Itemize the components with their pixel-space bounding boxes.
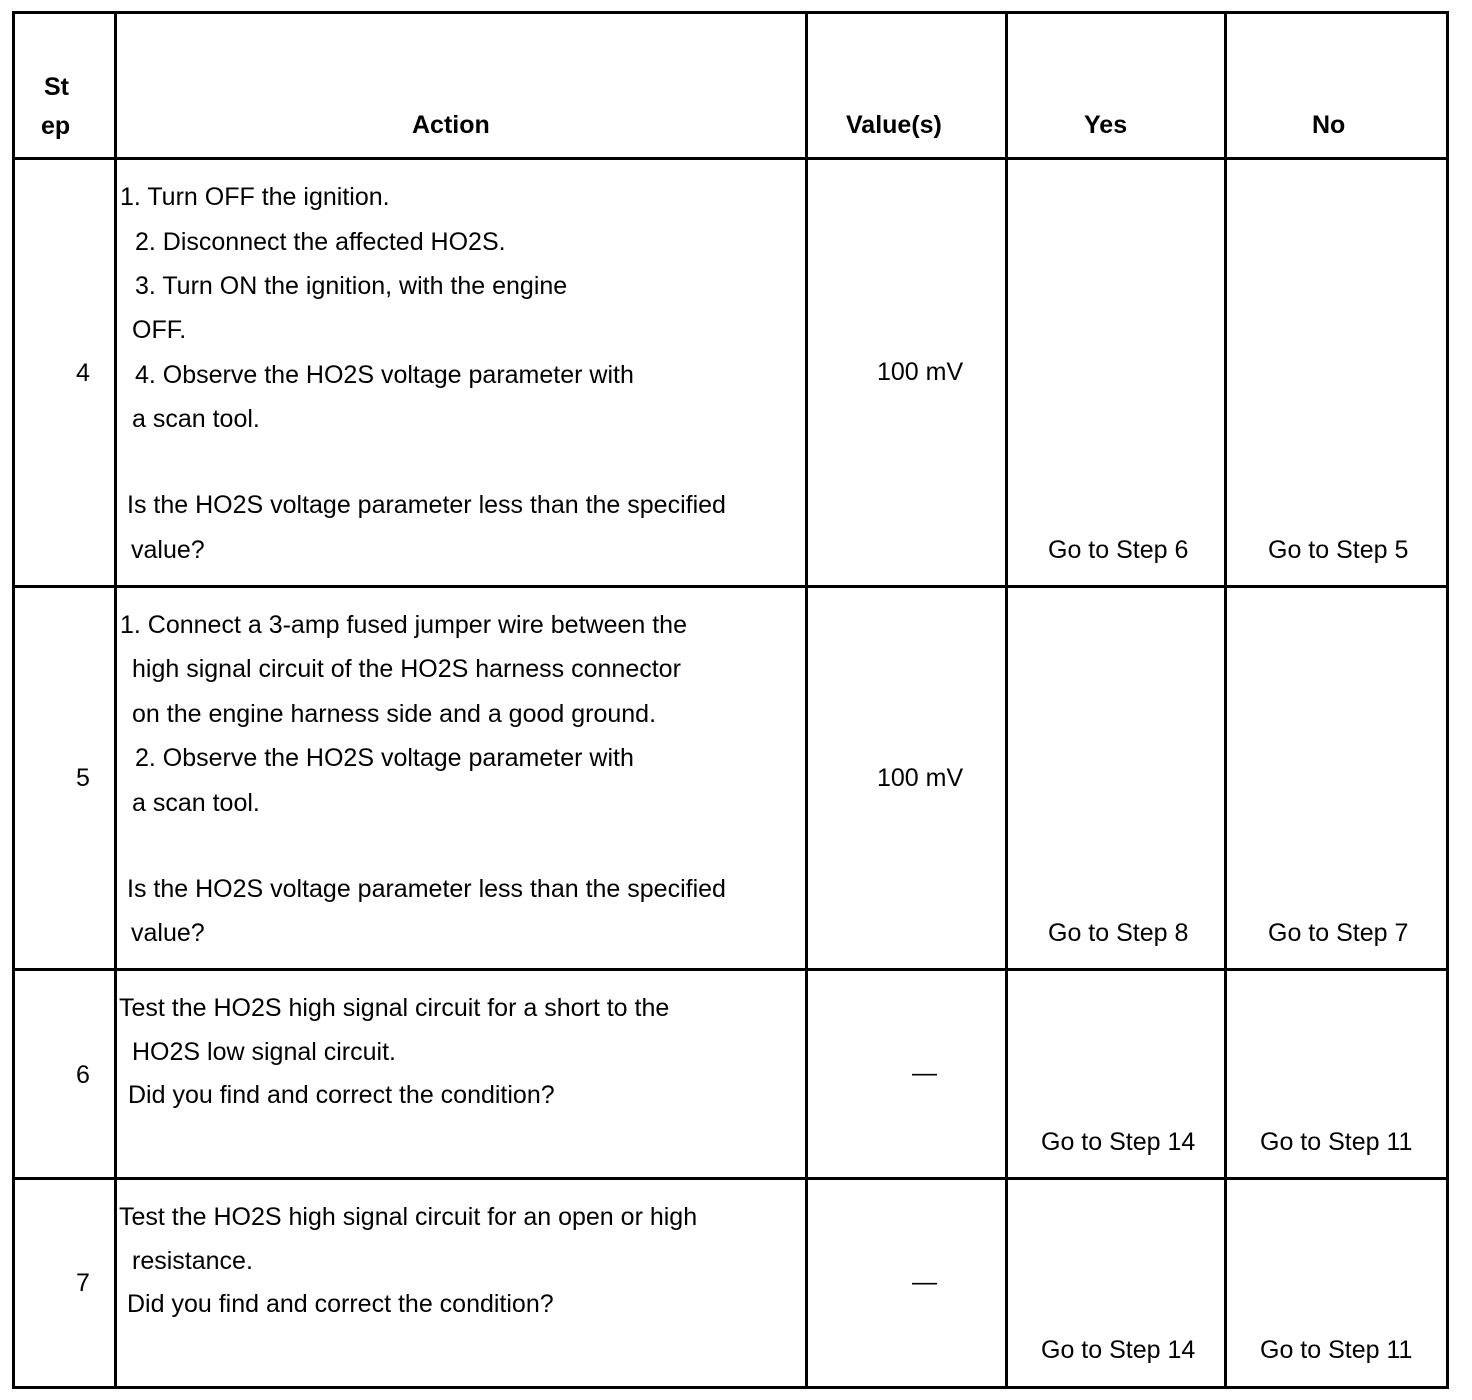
step-number: 4	[76, 359, 90, 387]
action-line: OFF.	[132, 316, 187, 344]
yes-cell: Go to Step 6	[1048, 536, 1189, 564]
action-line: Test the HO2S high signal circuit for an open or high	[119, 1203, 698, 1231]
action-line: 1. Turn OFF the ignition.	[120, 183, 390, 211]
action-line: resistance.	[132, 1247, 253, 1275]
table-border-top	[12, 11, 1449, 14]
table-border-bottom	[12, 1386, 1449, 1389]
table-border-right	[1446, 11, 1449, 1389]
action-line: 1. Connect a 3-amp fused jumper wire between the	[120, 611, 687, 639]
yes-cell: Go to Step 14	[1041, 1336, 1196, 1364]
column-divider	[114, 11, 117, 1389]
no-cell: Go to Step 11	[1260, 1336, 1413, 1364]
action-line: 2. Observe the HO2S voltage parameter with	[135, 744, 634, 772]
row-divider	[12, 1177, 1449, 1180]
value-cell: —	[912, 1268, 937, 1296]
value-cell: 100 mV	[877, 358, 964, 386]
action-line: a scan tool.	[132, 789, 260, 817]
action-line: 3. Turn ON the ignition, with the engine	[135, 272, 568, 300]
header-step-line2: ep	[41, 112, 71, 140]
action-line: Test the HO2S high signal circuit for a short to the	[119, 994, 670, 1022]
action-line: Did you find and correct the condition?	[128, 1081, 555, 1109]
action-line: 2. Disconnect the affected HO2S.	[135, 228, 506, 256]
step-number: 7	[76, 1269, 90, 1297]
value-cell: 100 mV	[877, 764, 964, 792]
action-line: value?	[131, 919, 205, 947]
no-cell: Go to Step 7	[1268, 919, 1409, 947]
row-divider	[12, 585, 1449, 588]
row-divider	[12, 968, 1449, 971]
column-divider	[1224, 11, 1227, 1389]
action-line: on the engine harness side and a good ground.	[132, 700, 657, 728]
header-action: Action	[412, 111, 490, 139]
header-yes: Yes	[1084, 111, 1128, 139]
header-no: No	[1312, 111, 1346, 139]
row-divider	[12, 157, 1449, 160]
header-step-line1: St	[44, 73, 69, 101]
action-line: value?	[131, 536, 205, 564]
yes-cell: Go to Step 14	[1041, 1128, 1196, 1156]
step-number: 5	[76, 764, 90, 792]
action-line: 4. Observe the HO2S voltage parameter with	[135, 361, 634, 389]
yes-cell: Go to Step 8	[1048, 919, 1189, 947]
action-line: high signal circuit of the HO2S harness connector	[132, 655, 681, 683]
action-line: HO2S low signal circuit.	[132, 1038, 396, 1066]
action-line: Is the HO2S voltage parameter less than the specified	[127, 875, 726, 903]
action-line: Is the HO2S voltage parameter less than the specified	[127, 491, 726, 519]
step-number: 6	[76, 1061, 90, 1089]
action-line: Did you find and correct the condition?	[127, 1290, 554, 1318]
column-divider	[805, 11, 808, 1389]
no-cell: Go to Step 5	[1268, 536, 1409, 564]
table-border-left	[12, 11, 15, 1389]
value-cell: —	[912, 1059, 937, 1087]
no-cell: Go to Step 11	[1260, 1128, 1413, 1156]
column-divider	[1005, 11, 1008, 1389]
action-line: a scan tool.	[132, 405, 260, 433]
header-values: Value(s)	[846, 111, 942, 139]
